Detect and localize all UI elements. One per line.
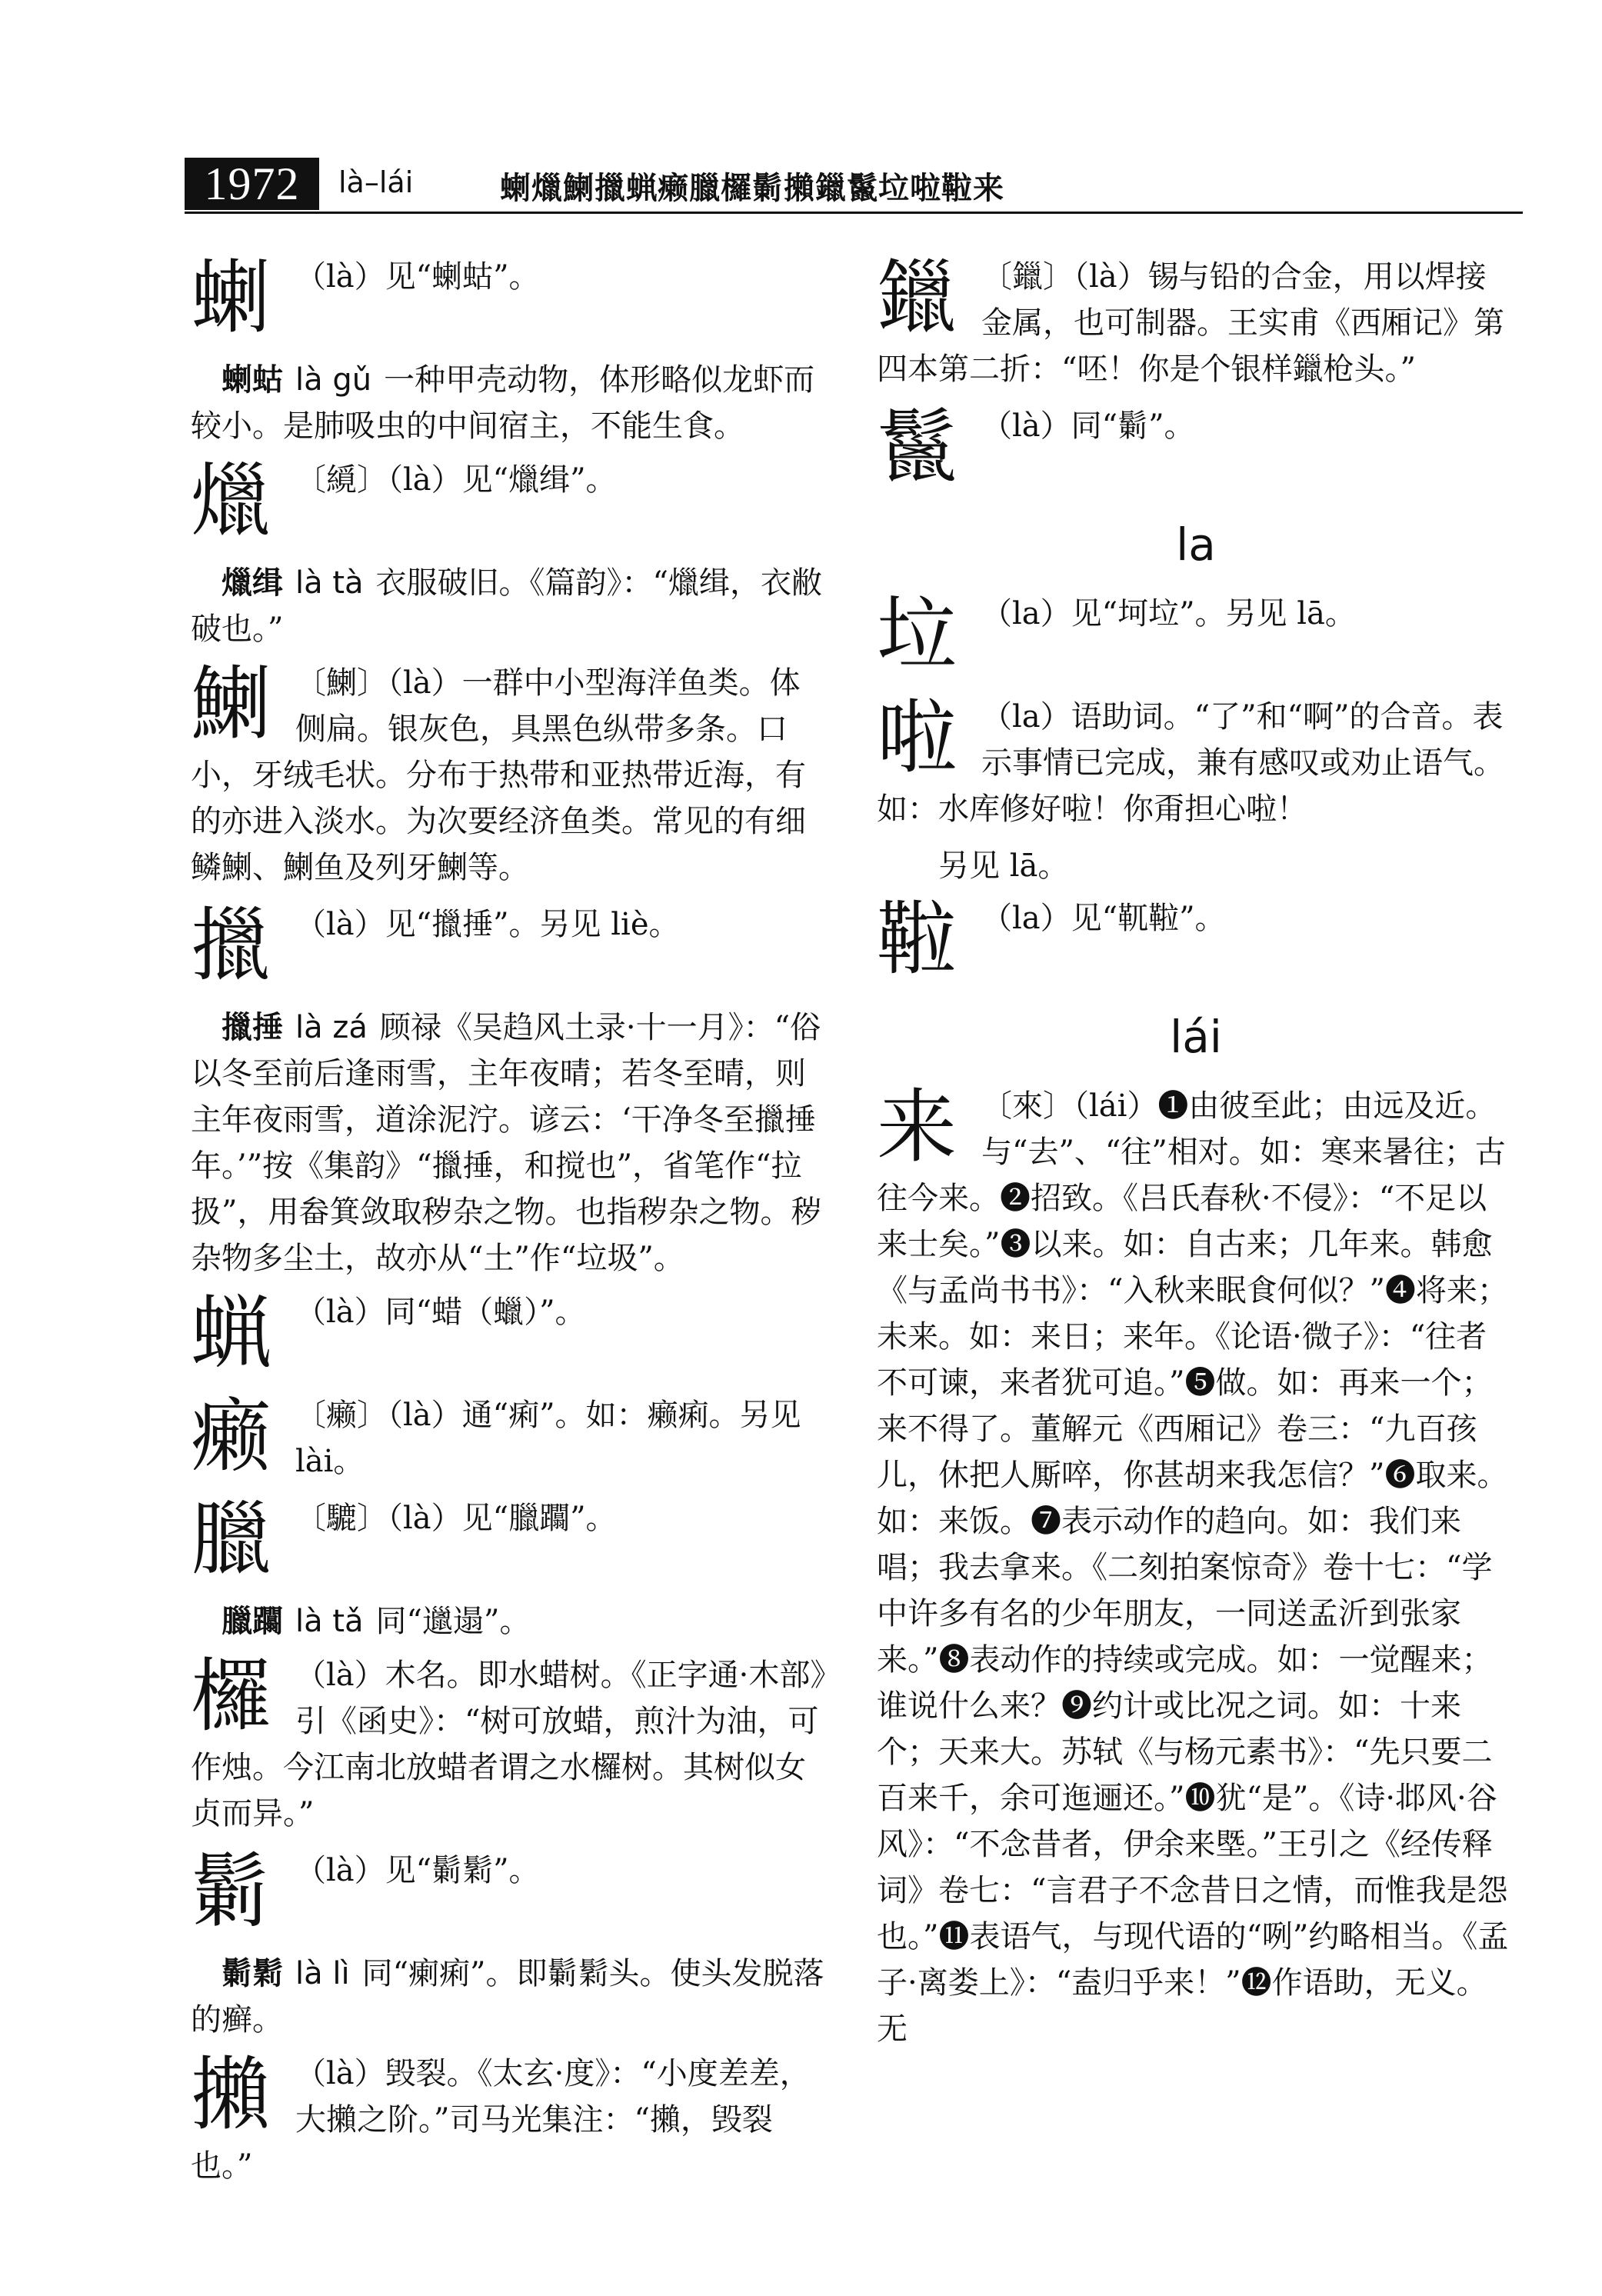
- dictionary-entry: [877, 691, 1515, 832]
- entry-definition: 〔騼〕（là）见“臘躢”。: [295, 1501, 617, 1536]
- headword-char: 臘: [191, 1492, 271, 1586]
- left-column: [191, 251, 829, 2200]
- header-char-list: 蝲爉鯻擸蝋癞臘欏鬎攋鑞鬣垃啦鞡来: [500, 171, 1004, 206]
- dictionary-entry: [191, 898, 829, 994]
- header-rule: [185, 212, 1523, 214]
- dictionary-entry: [191, 1844, 829, 1940]
- entry-definition: （la）见“靰鞡”。: [981, 901, 1226, 936]
- entry-definition: （la）见“坷垃”。另见 lā。: [981, 596, 1356, 631]
- dictionary-entry: [191, 454, 829, 549]
- sub-entry-word: 鬎鬁: [221, 1956, 283, 1991]
- sub-entry-word: 擸捶: [221, 1010, 283, 1045]
- dictionary-entry: [877, 400, 1515, 495]
- entry-definition: 〔癞〕（là）通“痢”。如：癞痢。另见 lài。: [295, 1398, 801, 1479]
- sub-entry: [191, 1951, 829, 2043]
- sub-entry-definition: 一种甲壳动物，体形略似龙虾而较小。是肺吸虫的中间宿主，不能生食。: [191, 362, 815, 444]
- headword-char: 鯻: [191, 657, 271, 751]
- sub-entry-definition: 衣服破旧。《篇韵》：“爉缉，衣敝破也。”: [191, 565, 822, 647]
- dictionary-entry: [191, 657, 829, 891]
- entry-definition: （là）木名。即水蜡树。《正字通·木部》引《函史》：“树可放蜡，煎汁为油，可作烛。今江南北放蜡者谓之水欏树。其树似女贞而异。”: [191, 1658, 826, 1831]
- sub-entry-pinyin: là gǔ: [295, 362, 372, 398]
- headword-char: 爉: [191, 454, 271, 548]
- entry-definition: （là）见“蝲蛄”。: [295, 259, 540, 295]
- page-number: 1972: [185, 158, 319, 210]
- headword-char: 啦: [877, 691, 958, 785]
- section-heading: lái: [1170, 1011, 1222, 1063]
- headword-char: 癞: [191, 1389, 271, 1483]
- section-heading: la: [1176, 518, 1216, 571]
- header-pinyin-range: là–lái: [338, 165, 414, 199]
- dictionary-entry: [191, 1649, 829, 1837]
- dictionary-entry: [877, 251, 1515, 392]
- sub-entry: [191, 1598, 829, 1645]
- dictionary-entry: [191, 251, 829, 346]
- entry-definition: 〔鑞〕（là）锡与铅的合金，用以焊接金属，也可制器。王实甫《西厢记》第四本第二折：“呸！你是个银样鑞枪头。”: [877, 259, 1504, 387]
- sub-entry: [191, 357, 829, 449]
- headword-char: 欏: [191, 1649, 271, 1743]
- page-header: [185, 158, 1523, 212]
- entry-definition: 〔鯻〕（là）一群中小型海洋鱼类。体侧扁。银灰色，具黑色纵带多条。口小，牙绒毛状。分布于热带和亚热带近海，有的亦进入淡水。为次要经济鱼类。常见的有细鳞鯻、鯻鱼及列牙鯻等。: [191, 665, 806, 885]
- entry-definition: （là）毁裂。《太玄·度》：“小度差差，大攋之阶。”司马光集注：“攋，毁裂也。”: [191, 2056, 811, 2184]
- headword-char: 蝋: [191, 1286, 271, 1380]
- headword-char: 鬣: [877, 400, 958, 494]
- sub-entry-word: 蝲蛄: [221, 362, 283, 398]
- sub-entry-pinyin: là lì: [295, 1956, 350, 1991]
- entry-definition: （là）同“蜡（蠟）”。: [295, 1295, 586, 1330]
- sub-entry-definition: 同“邋遢”。: [375, 1604, 531, 1639]
- sub-entry-word: 臘躢: [221, 1604, 283, 1639]
- sub-entry-definition: 顾禄《吴趋风土录·十一月》：“俗以冬至前后逢雨雪，主年夜晴；若冬至晴，则主年夜雨雪，道涂泥泞。谚云：‘干净冬至擸捶年。’”按《集韵》“擸捶，和搅也”，省笔作“拉扱”，用畚箕敛取秽杂之物。也指秽杂之物。秽杂物多尘土，故亦从“土”作“垃圾”。: [191, 1010, 822, 1276]
- entry-definition: （là）同“鬎”。: [981, 408, 1195, 444]
- dictionary-entry: [191, 2048, 829, 2189]
- dictionary-entry: [877, 1080, 1515, 2052]
- sub-entry-word: 爉缉: [221, 565, 283, 601]
- dictionary-entry: [877, 588, 1515, 683]
- entry-definition: 〔來〕（lái）❶由彼至此；由远及近。与“去”、“往”相对。如：寒来暑往；古往今来。❷招致。《吕氏春秋·不侵》：“不足以来士矣。”❸以来。如：自古来；几年来。韩愈《与孟尚书书》：“入秋来眠食何似？”❹将来；未来。如：来日；来年。《论语·微子》：“往者不可谏，来者犹可追。”❺做。如：再来一个；来不得了。董解元《西厢记》卷三：“九百孩儿，休把人厮啐，你甚胡来我怎信？”❻取来。如：来饭。❼表示动作的趋向。如：我们来唱；我去拿来。《二刻拍案惊奇》卷十七：“学中许多有名的少年朋友，一同送孟沂到张家来。”❽表动作的持续或完成。如：一觉醒来；谁说什么来？❾约计或比况之词。如：十来个；天来大。苏轼《与杨元素书》：“先只要二百来千，余可迤逦还。”❿犹“是”。《诗·邶风·谷风》：“不念昔者，伊余来塈。”王引之《经传释词》卷七：“言君子不念昔日之情，而惟我是怨也。”⓫表语气，与现代语的“咧”约略相当。《孟子·离娄上》：“盍归乎来！”⓬作语助，无义。无: [877, 1088, 1509, 2047]
- entry-definition: （là）见“擸捶”。另见 liè。: [295, 907, 680, 942]
- sub-entry-pinyin: là tǎ: [295, 1604, 364, 1639]
- right-column: [877, 251, 1515, 2063]
- sub-entry-definition: 同“瘌痢”。即鬎鬁头。使头发脱落的癣。: [191, 1956, 824, 2038]
- headword-char: 擸: [191, 898, 271, 992]
- headword-char: 鞡: [877, 892, 958, 986]
- dictionary-entry: [191, 1286, 829, 1381]
- dictionary-entry: [191, 1389, 829, 1485]
- entry-definition: 〔䌐〕（là）见“爉缉”。: [295, 462, 617, 498]
- sub-entry-pinyin: là tà: [295, 565, 364, 601]
- headword-char: 来: [877, 1080, 958, 1174]
- dictionary-entry: [877, 892, 1515, 988]
- cross-reference: 另见 lā。: [938, 848, 1069, 884]
- headword-char: 垃: [877, 588, 958, 681]
- headword-char: 攋: [191, 2048, 271, 2141]
- sub-entry-pinyin: là zá: [295, 1010, 368, 1045]
- sub-entry: [191, 1005, 829, 1281]
- headword-char: 蝲: [191, 251, 271, 345]
- entry-definition: （la）语助词。“了”和“啊”的合音。表示事情已完成，兼有感叹或劝止语气。如：水库修好啦！你甭担心啦！: [877, 699, 1504, 827]
- entry-definition: （là）见“鬎鬁”。: [295, 1853, 540, 1888]
- headword-char: 鑞: [877, 251, 958, 345]
- headword-char: 鬎: [191, 1844, 271, 1938]
- dictionary-entry: [191, 1492, 829, 1588]
- sub-entry: [191, 560, 829, 652]
